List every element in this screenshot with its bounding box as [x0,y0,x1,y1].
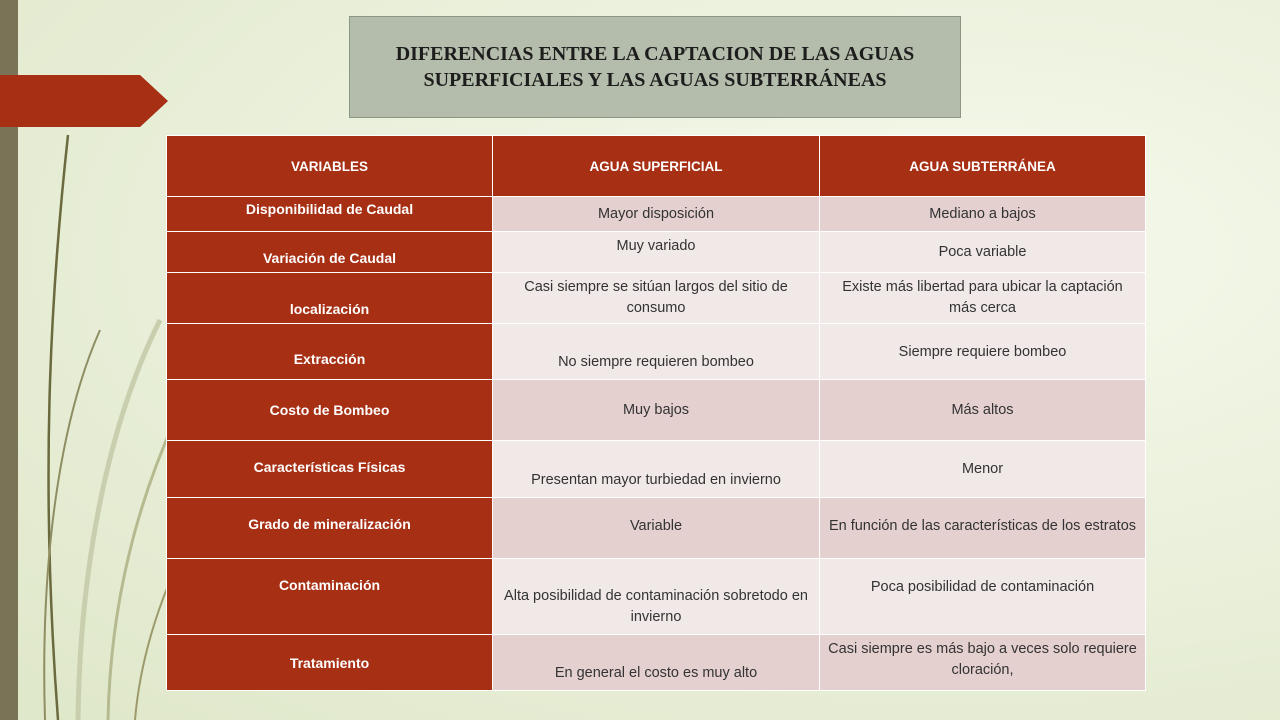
row-superficial: Variable [493,498,820,559]
row-subterranea: En función de las características de los estratos [820,498,1146,559]
row-variable: Disponibilidad de Caudal [167,197,493,232]
title-arrow-tab [0,75,168,127]
row-variable: Costo de Bombeo [167,380,493,441]
row-variable: Variación de Caudal [167,232,493,273]
row-variable: Características Físicas [167,441,493,498]
row-subterranea: Poca posibilidad de contaminación [820,559,1146,635]
table-row [167,441,1146,498]
row-superficial: Alta posibilidad de contaminación sobretodo en invierno [493,559,820,635]
header-variables: VARIABLES [167,136,493,197]
row-subterranea: Siempre requiere bombeo [820,324,1146,380]
header-agua-subterranea: AGUA SUBTERRÁNEA [820,136,1146,197]
row-subterranea: Más altos [820,380,1146,441]
row-superficial: Presentan mayor turbiedad en invierno [493,441,820,498]
row-subterranea: Mediano a bajos [820,197,1146,232]
table-row [167,559,1146,635]
row-variable: localización [167,273,493,324]
row-variable: Grado de mineralización [167,498,493,559]
row-subterranea: Existe más libertad para ubicar la captación más cerca [820,273,1146,324]
row-subterranea: Poca variable [820,232,1146,273]
slide-title: DIFERENCIAS ENTRE LA CAPTACION DE LAS AGUAS SUPERFICIALES Y LAS AGUAS SUBTERRÁNEAS [395,43,915,91]
slide-title-box [349,16,961,118]
row-superficial: En general el costo es muy alto [493,635,820,691]
table-row [167,324,1146,380]
table-row [167,232,1146,273]
row-superficial: Casi siempre se sitúan largos del sitio de consumo [493,273,820,324]
table-row [167,197,1146,232]
row-variable: Extracción [167,324,493,380]
table-row [167,498,1146,559]
header-agua-superficial: AGUA SUPERFICIAL [493,136,820,197]
row-superficial: Mayor disposición [493,197,820,232]
row-subterranea: Casi siempre es más bajo a veces solo requiere cloración, [820,635,1146,691]
table-row [167,380,1146,441]
table-header-row [167,136,1146,197]
row-variable: Tratamiento [167,635,493,691]
row-variable: Contaminación [167,559,493,635]
row-superficial: Muy variado [493,232,820,273]
table-row [167,273,1146,324]
row-subterranea: Menor [820,441,1146,498]
table-row [167,635,1146,691]
row-superficial: No siempre requieren bombeo [493,324,820,380]
row-superficial: Muy bajos [493,380,820,441]
comparison-table [166,135,1146,691]
